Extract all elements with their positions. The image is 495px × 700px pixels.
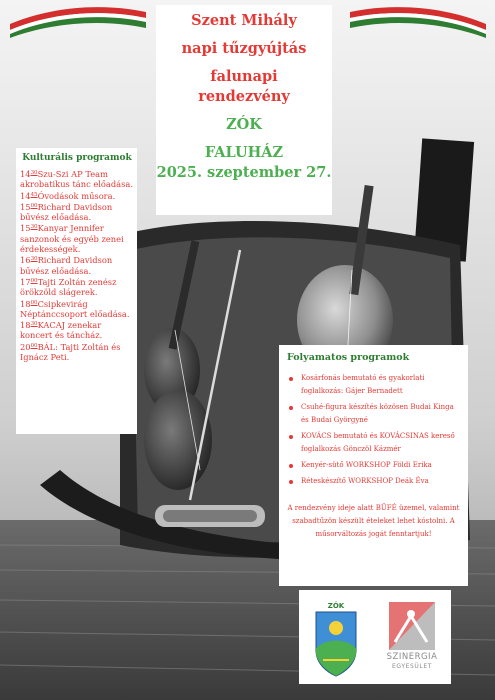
program-time <box>20 223 38 233</box>
program-time <box>20 191 38 201</box>
crest-label: ZÓK <box>327 602 345 610</box>
cultural-program-item <box>20 276 134 298</box>
program-minute: 00 <box>30 202 38 209</box>
title-line-3: falunapi <box>210 68 278 85</box>
flag-ribbon-left <box>8 4 148 38</box>
continuous-programs-heading: Folyamatos programok <box>287 352 410 363</box>
program-hour: 15 <box>20 223 31 234</box>
program-time <box>20 255 38 265</box>
cultural-program-item <box>20 222 134 254</box>
bullet-icon <box>289 377 293 381</box>
zok-coat-of-arms-icon <box>313 598 359 678</box>
program-minute: 30 <box>30 321 38 328</box>
program-hour: 17 <box>20 276 31 287</box>
continuous-programs-list <box>287 372 460 488</box>
title-line-1: Szent Mihály <box>191 12 297 29</box>
event-date: 2025. szeptember 27. <box>156 164 332 181</box>
program-time <box>20 299 38 309</box>
continuous-program-item <box>287 475 460 488</box>
program-description: Richard Davidson bűvész előadása. <box>20 201 113 223</box>
continuous-program-item <box>287 430 460 456</box>
program-minute: 45 <box>30 191 38 198</box>
flag-ribbon-right <box>348 4 488 38</box>
program-time <box>20 169 38 179</box>
cultural-program-item <box>20 201 134 223</box>
cultural-program-item <box>20 168 134 190</box>
program-hour: 18 <box>20 298 31 309</box>
bullet-icon <box>289 406 293 410</box>
program-hour: 18 <box>20 320 31 331</box>
cultural-program-item <box>20 341 134 363</box>
program-hour: 14 <box>20 169 31 179</box>
title-line-2: napi tűzgyújtás <box>181 40 307 57</box>
cultural-program-item <box>20 319 134 341</box>
program-hour: 15 <box>20 201 31 212</box>
cultural-program-item <box>20 254 134 276</box>
buffet-note: A rendezvény ideje alatt BÜFÉ üzemel, valamint szabadtűzön készült ételeket lehet kóstolni. A műsorváltozás jogát fenntartjuk! <box>287 504 460 538</box>
continuous-programs-panel <box>279 345 468 586</box>
program-description: KACAJ zenekar koncert és táncház. <box>20 320 103 341</box>
program-hour: 14 <box>20 190 31 201</box>
program-description: Tajti Zoltán zenész örökzöld slágerek. <box>20 276 117 298</box>
continuous-program-text: Kosárfonás bemutató és gyakorlati foglalkozás: Gájer Bernadett <box>301 374 425 395</box>
program-hour: 16 <box>20 255 31 266</box>
continuous-program-text: Réteskészítő WORKSHOP Deák Éva <box>301 477 429 485</box>
program-time <box>20 202 38 212</box>
program-time <box>20 342 38 352</box>
program-hour: 20 <box>20 341 31 352</box>
town-name: ZÓK <box>226 116 262 133</box>
continuous-program-text: Kenyér-sütő WORKSHOP Földi Erika <box>301 461 432 469</box>
bullet-icon <box>289 435 293 439</box>
program-description: Kanyar Jennifer sanzonok és egyéb zenei érdekességek. <box>20 223 124 255</box>
continuous-program-item <box>287 459 460 472</box>
title-block <box>156 5 332 215</box>
title-line-4: rendezvény <box>198 88 290 105</box>
program-description: Szu-Szi AP Team akrobatikus tánc előadása. <box>20 169 133 190</box>
program-description: Csipkevirág Néptánccsoport előadása. <box>20 298 130 319</box>
program-description: Richard Davidson bűvész előadása. <box>20 255 113 276</box>
partner-subtitle: EGYESÜLET <box>392 663 432 670</box>
bullet-icon <box>289 464 293 468</box>
logo-panel <box>299 590 451 684</box>
program-minute: 00 <box>30 277 38 284</box>
bullet-icon <box>289 480 293 484</box>
szinergia-logo-icon <box>389 602 435 650</box>
cultural-program-item <box>20 298 134 320</box>
continuous-program-item <box>287 372 460 398</box>
continuous-program-item <box>287 401 460 427</box>
program-time <box>20 320 38 330</box>
cultural-programs-heading: Kulturális programok <box>22 153 132 163</box>
venue-name: FALUHÁZ <box>204 144 284 161</box>
continuous-program-text: KOVÁCS bemutató és KOVÁCSINAS kereső foglalkozás Gönczöl Kázmér <box>301 432 455 453</box>
program-minute: 00 <box>30 299 38 306</box>
partner-name: SZINERGIA <box>386 652 438 662</box>
program-description: BÁL: Tajti Zoltán és Ignácz Peti. <box>20 341 121 363</box>
program-time <box>20 277 38 287</box>
cultural-programs-list <box>20 168 134 362</box>
program-minute: 30 <box>30 256 38 263</box>
cultural-program-item <box>20 190 134 201</box>
program-minute: 30 <box>30 224 38 231</box>
cultural-programs-panel <box>16 148 137 434</box>
program-minute: 00 <box>30 342 38 349</box>
program-minute: 30 <box>30 170 38 176</box>
program-description: Óvodások műsora. <box>37 190 116 201</box>
continuous-program-text: Csuhé-figura készítés közösen Budai Kinga és Budai Györgyné <box>301 403 454 424</box>
